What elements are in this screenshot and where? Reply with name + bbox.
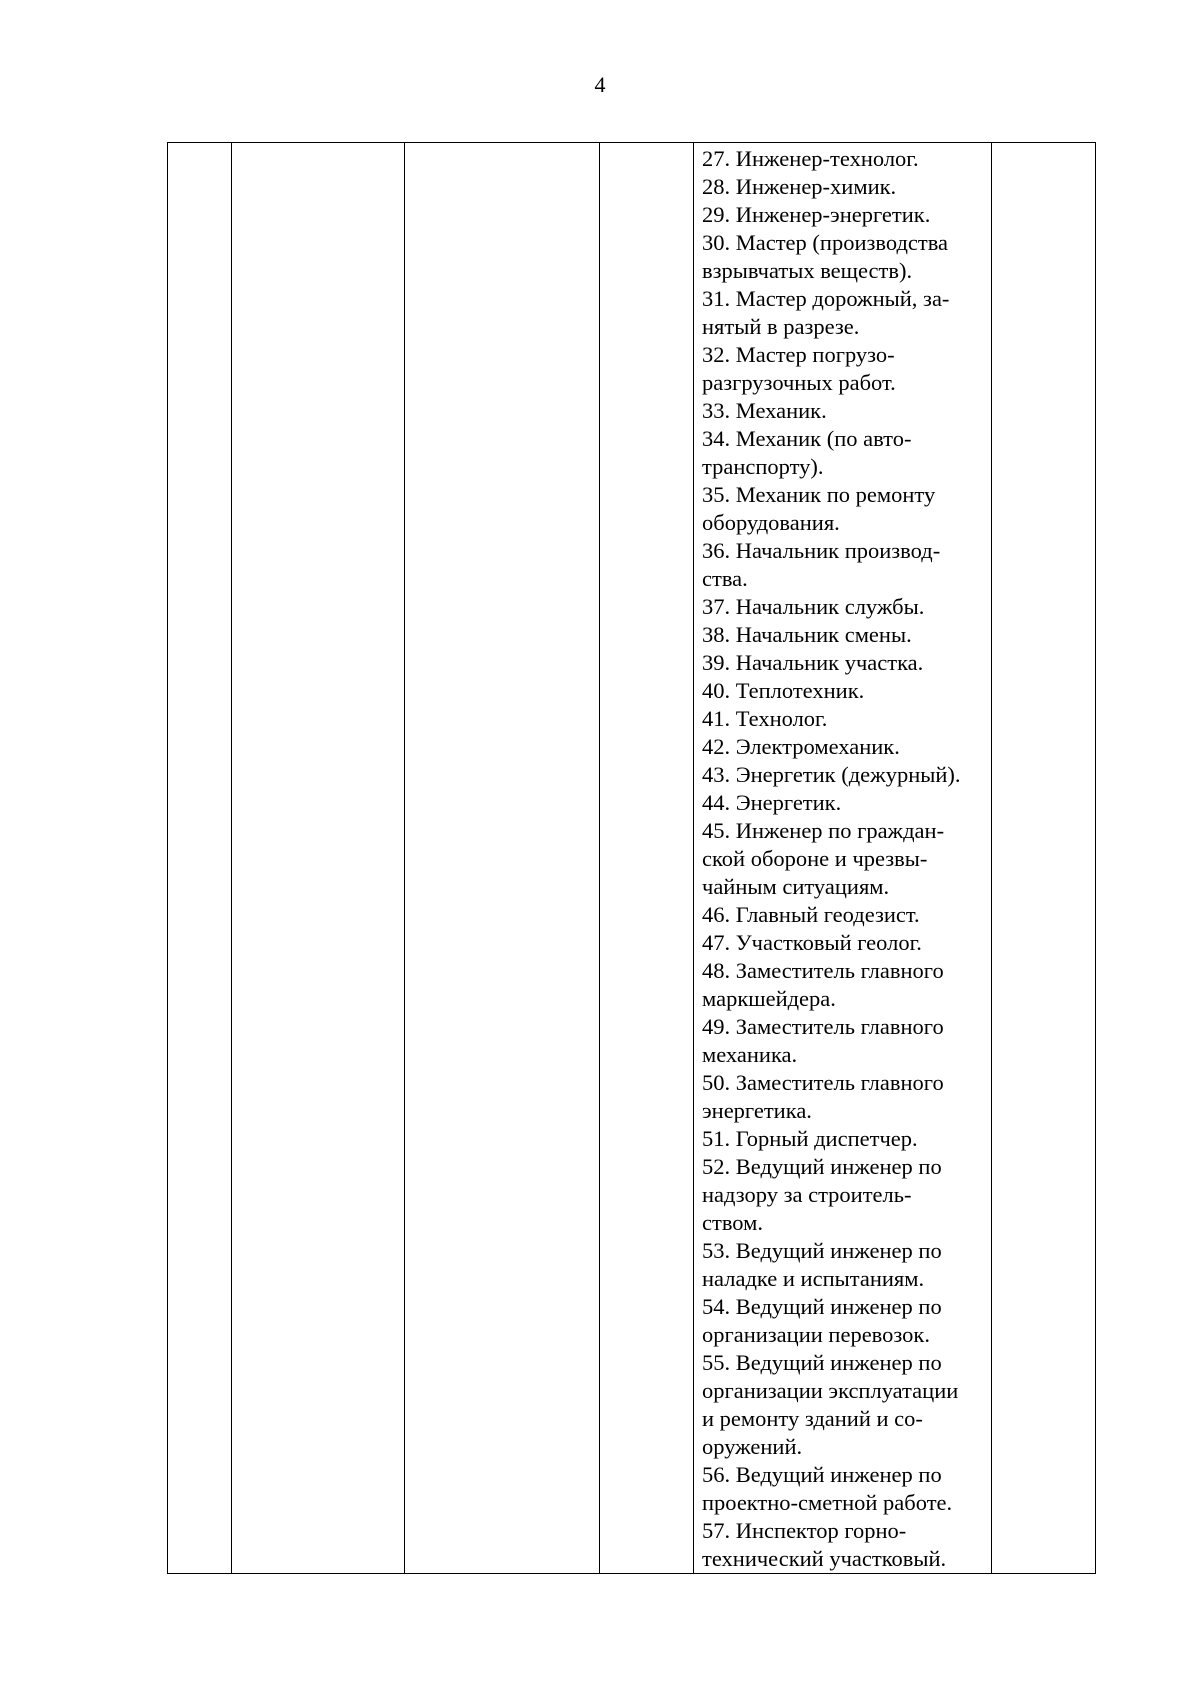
list-item: 53. Ведущий инженер по наладке и испытаниям. (702, 1238, 942, 1291)
table-cell-col1 (168, 143, 232, 1574)
list-item: 30. Мастер (производства взрывчатых веществ). (702, 230, 949, 283)
table-cell-col6 (992, 143, 1096, 1574)
page-number: 4 (594, 72, 606, 97)
list-item: 55. Ведущий инженер по организации эксплуатации и ремонту зданий и со- оружений. (702, 1350, 959, 1459)
list-item: 54. Ведущий инженер по организации перевозок. (702, 1294, 942, 1347)
list-item: 39. Начальник участка. (702, 650, 924, 675)
list-item: 31. Мастер дорожный, за- нятый в разрезе. (702, 286, 950, 339)
list-item: 34. Механик (по авто- транспорту). (702, 426, 912, 479)
list-item: 41. Технолог. (702, 706, 828, 731)
table-cell-col4 (600, 143, 694, 1574)
list-item: 49. Заместитель главного механика. (702, 1014, 944, 1067)
list-item: 45. Инженер по граждан- ской обороне и чрезвы- чайным ситуациям. (702, 818, 945, 899)
table-row (168, 143, 1096, 1574)
list-item: 43. Энергетик (дежурный). (702, 762, 961, 787)
list-item: 40. Теплотехник. (702, 678, 865, 703)
list-item: 35. Механик по ремонту оборудования. (702, 482, 936, 535)
table-cell-positions (694, 143, 992, 1574)
list-item: 52. Ведущий инженер по надзору за строитель- ством. (702, 1154, 942, 1235)
list-item: 56. Ведущий инженер по проектно-сметной работе. (702, 1462, 953, 1515)
table-cell-col2 (232, 143, 405, 1574)
list-item: 37. Начальник службы. (702, 594, 925, 619)
list-item: 50. Заместитель главного энергетика. (702, 1070, 944, 1123)
list-item: 46. Главный геодезист. (702, 902, 920, 927)
list-item: 32. Мастер погрузо- разгрузочных работ. (702, 342, 896, 395)
list-item: 47. Участковый геолог. (702, 930, 922, 955)
list-item: 33. Механик. (702, 398, 827, 423)
list-item: 44. Энергетик. (702, 790, 842, 815)
list-item: 28. Инженер-химик. (702, 174, 897, 199)
list-item: 57. Инспектор горно- технический участковый. (702, 1518, 947, 1571)
list-item: 42. Электромеханик. (702, 734, 900, 759)
list-item: 51. Горный диспетчер. (702, 1126, 918, 1151)
list-item: 29. Инженер-энергетик. (702, 202, 931, 227)
list-item: 27. Инженер-технолог. (702, 146, 919, 171)
document-table (167, 142, 1096, 1574)
list-item: 48. Заместитель главного маркшейдера. (702, 958, 944, 1011)
list-item: 36. Начальник производ- ства. (702, 538, 941, 591)
positions-list (694, 143, 991, 1573)
table-cell-col3 (405, 143, 600, 1574)
list-item: 38. Начальник смены. (702, 622, 912, 647)
